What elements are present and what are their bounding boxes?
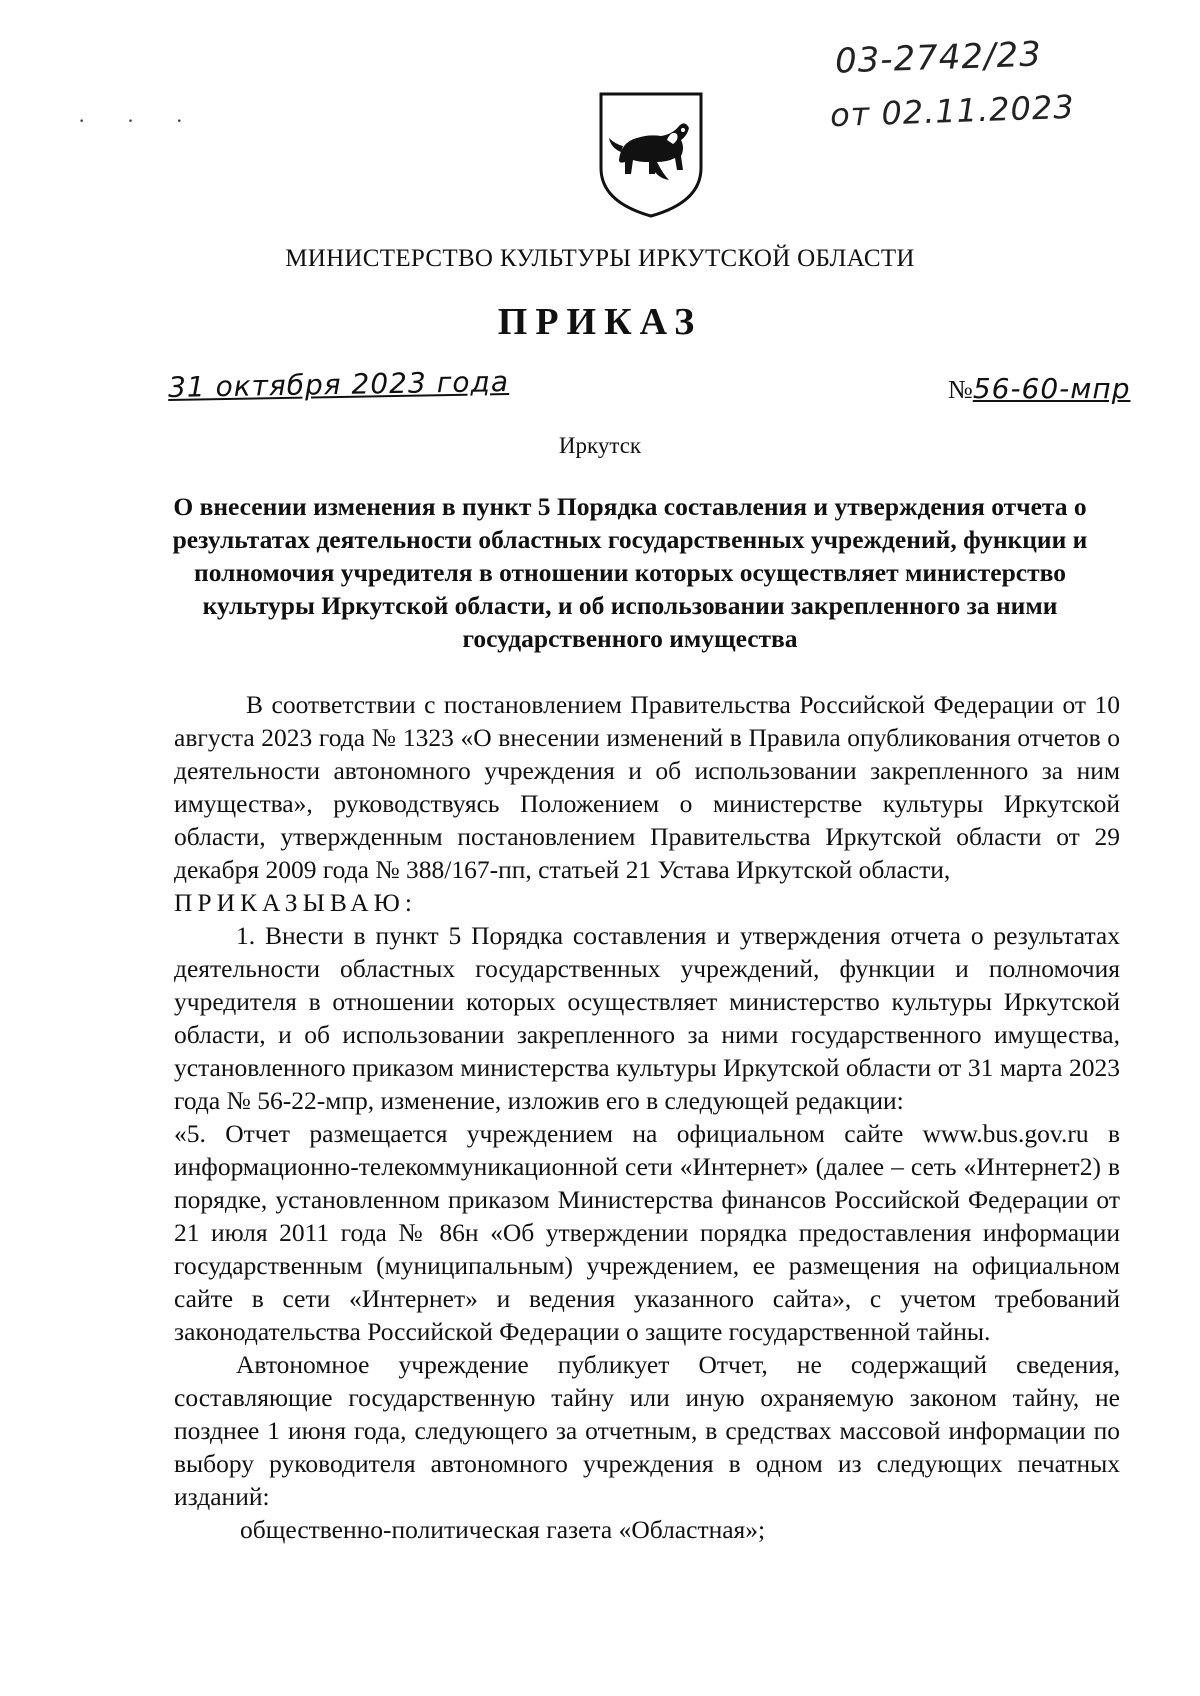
- order-subject: О внесении изменения в пункт 5 Порядка составления и утверждения отчета о результатах деятельности областных государственных учреждений, функции и полномочия учредителя в отношении которых осуществляет министерство культуры Иркутской области, и об использовании закрепленного за ними государственного имущества: [172, 492, 1088, 653]
- number-sign: №: [948, 375, 973, 404]
- registration-date: от 02.11.2023: [829, 87, 1076, 135]
- orders-heading: ПРИКАЗЫВАЮ:: [174, 888, 417, 917]
- document-type: ПРИКАЗ: [497, 301, 703, 343]
- quote-paragraph-3: общественно-политическая газета «Областная»;: [240, 1515, 766, 1544]
- order-date: 31 октября 2023 года: [167, 365, 510, 404]
- city: Иркутск: [558, 433, 642, 458]
- order-number-block: [948, 372, 1130, 405]
- quote-paragraph-2: Автономное учреждение публикует Отчет, не содержащий сведения, составляющие государственную тайну или иную охраняемую законом тайну, не позднее 1 июня года, следующего за отчетным, в средствах массовой информации по выбору руководителя автономного учреждения в одном из следующих печатных изданий:: [174, 1350, 1120, 1511]
- scan-marks: · · ·: [78, 108, 201, 133]
- registration-number: 03-2742/23: [834, 34, 1043, 82]
- ministry-name: МИНИСТЕРСТВО КУЛЬТУРЫ ИРКУТСКОЙ ОБЛАСТИ: [285, 245, 915, 272]
- order-number: 56-60-мпр: [972, 372, 1131, 405]
- preamble-paragraph: В соответствии с постановлением Правительства Российской Федерации от 10 августа 2023 года № 1323 «О внесении изменений в Правила опубликования отчетов о деятельности автономного учреждения и об использовании закрепленного за ним имущества», руководствуясь Положением о министерстве культуры Иркутской области, утвержденным постановлением Правительства Иркутской области от 29 декабря 2009 года № 388/167-пп, статьей 21 Устава Иркутской области,: [174, 690, 1120, 884]
- quote-paragraph-1: «5. Отчет размещается учреждением на официальном сайте www.bus.gov.ru в информационно-телекоммуникационной сети «Интернет» (далее – сеть «Интернет2) в порядке, установленном приказом Министерства финансов Российской Федерации от 21 июля 2011 года № 86н «Об утверждении порядка предоставления информации государственным (муниципальным) учреждением, ее размещения на официальном сайте в сети «Интернет» и ведения указанного сайта», с учетом требований законодательства Российской Федерации о защите государственной тайны.: [174, 1119, 1120, 1346]
- coat-of-arms-icon: [597, 90, 705, 220]
- item-1-paragraph: 1. Внести в пункт 5 Порядка составления и утверждения отчета о результатах деятельности областных государственных учреждений, функции и полномочия учредителя в отношении которых осуществляет министерство культуры Иркутской области, и об использовании закрепленного за ними государственного имущества, установленного приказом министерства культуры Иркутской области от 31 марта 2023 года № 56-22-мпр, изменение, изложив его в следующей редакции:: [174, 921, 1120, 1115]
- document-body: [174, 688, 1120, 1546]
